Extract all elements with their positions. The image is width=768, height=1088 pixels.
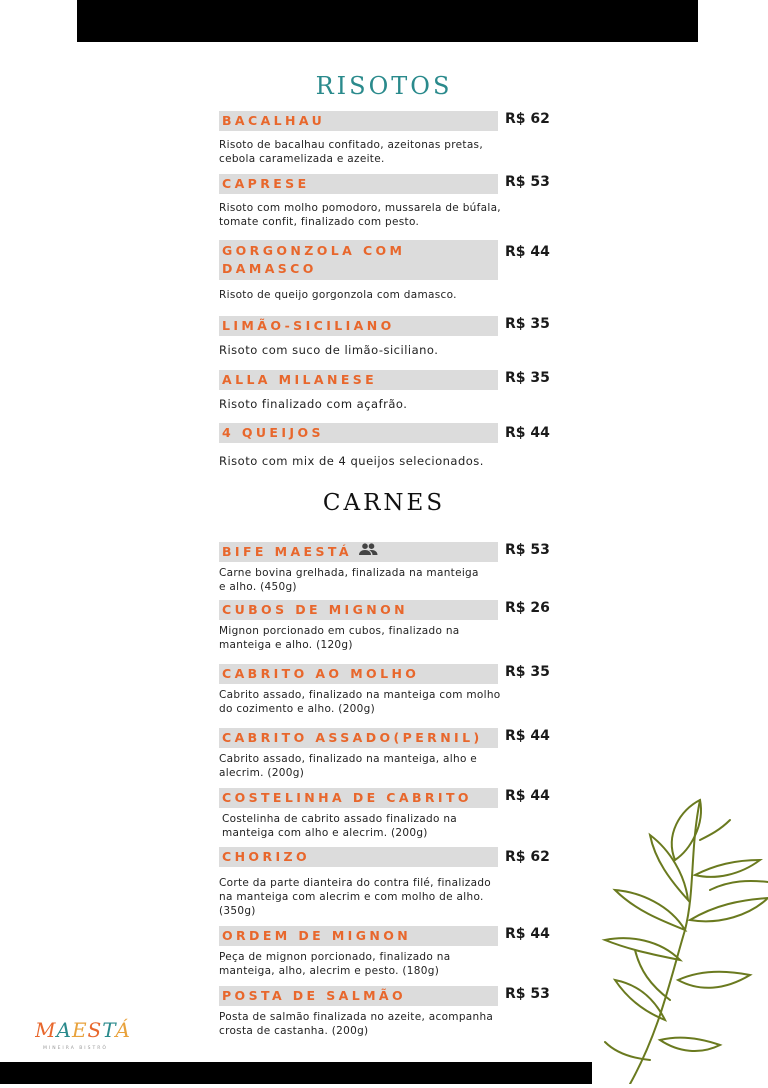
- menu-item-ordem-de-mignon: [219, 926, 549, 978]
- item-description: Risoto de bacalhau confitado, azeitonas pretas, cebola caramelizada e azeite.: [219, 139, 483, 165]
- leaf-illustration: [600, 780, 768, 1084]
- menu-item-alla-milanese: [219, 370, 549, 411]
- item-price: R$ 44: [505, 728, 550, 744]
- menu-item-posta-de-salmao: [219, 986, 549, 1038]
- item-description: Risoto com mix de 4 queijos selecionados.: [219, 454, 484, 468]
- menu-item-limao-siciliano: [219, 316, 549, 357]
- item-description: Risoto finalizado com açafrão.: [219, 397, 408, 411]
- menu-item-cabrito-ao-molho: [219, 664, 549, 716]
- item-description: Risoto com molho pomodoro, mussarela de búfala, tomate confit, finalizado com pesto.: [219, 202, 501, 228]
- item-description: Corte da parte dianteira do contra filé, finalizado na manteiga com alecrim e com molho de alho. (350g): [219, 877, 492, 917]
- svg-text:MINEIRA BISTRÔ: MINEIRA BISTRÔ: [43, 1046, 108, 1051]
- item-description: Mignon porcionado em cubos, finalizado na manteiga e alho. (120g): [219, 625, 460, 651]
- item-description: Cabrito assado, finalizado na manteiga com molho do cozimento e alho. (200g): [219, 689, 501, 715]
- item-description: Risoto com suco de limão-siciliano.: [219, 343, 439, 357]
- item-price: R$ 35: [505, 316, 550, 332]
- item-price: R$ 53: [505, 986, 550, 1002]
- people-icon: [358, 543, 378, 561]
- maesta-logo: [35, 1015, 155, 1055]
- section-title-carnes: CARNES: [322, 490, 446, 516]
- item-price: R$ 62: [505, 849, 550, 865]
- item-price: R$ 44: [505, 244, 550, 260]
- item-price: R$ 35: [505, 664, 550, 680]
- item-description: Carne bovina grelhada, finalizada na manteiga e alho. (450g): [219, 567, 479, 593]
- item-name: 4 QUEIJOS: [219, 423, 498, 443]
- item-price: R$ 44: [505, 926, 550, 942]
- item-name: GORGONZOLA COM DAMASCO: [219, 240, 498, 280]
- menu-item-cubos-de-mignon: [219, 600, 549, 652]
- menu-item-costelinha-de-cabrito: [219, 788, 549, 840]
- menu-item-gorgonzola: [219, 240, 549, 302]
- item-price: R$ 53: [505, 174, 550, 190]
- item-name: ALLA MILANESE: [219, 370, 498, 390]
- item-name: CABRITO AO MOLHO: [219, 664, 498, 684]
- menu-item-bife-maesta: [219, 542, 549, 594]
- item-name: LIMÃO-SICILIANO: [219, 316, 498, 336]
- item-name: POSTA DE SALMÃO: [219, 986, 498, 1006]
- menu-item-bacalhau: [219, 111, 549, 166]
- item-description: Costelinha de cabrito assado finalizado na manteiga com alho e alecrim. (200g): [222, 813, 458, 839]
- item-price: R$ 53: [505, 542, 550, 558]
- bottom-black-bar: [0, 1062, 592, 1084]
- menu-item-4-queijos: [219, 423, 549, 468]
- item-description: Cabrito assado, finalizado na manteiga, alho e alecrim. (200g): [219, 753, 478, 779]
- svg-text:MAESTÁ: MAESTÁ: [35, 1018, 131, 1042]
- item-name: CHORIZO: [219, 847, 498, 867]
- section-title-risotos: RISOTOS: [315, 72, 453, 100]
- item-description: Risoto de queijo gorgonzola com damasco.: [219, 289, 457, 301]
- item-name-row: [219, 542, 498, 562]
- item-name: CAPRESE: [219, 174, 498, 194]
- item-name: CABRITO ASSADO(PERNIL): [219, 728, 498, 748]
- item-name: CUBOS DE MIGNON: [219, 600, 498, 620]
- item-name: ORDEM DE MIGNON: [219, 926, 498, 946]
- item-description: Peça de mignon porcionado, finalizado na manteiga, alho, alecrim e pesto. (180g): [219, 951, 451, 977]
- item-name: BACALHAU: [219, 111, 498, 131]
- item-description: Posta de salmão finalizada no azeite, acompanha crosta de castanha. (200g): [219, 1011, 494, 1037]
- menu-item-caprese: [219, 174, 549, 229]
- item-price: R$ 26: [505, 600, 550, 616]
- item-price: R$ 35: [505, 370, 550, 386]
- item-price: R$ 44: [505, 788, 550, 804]
- top-black-bar: [77, 0, 698, 42]
- menu-item-cabrito-assado-pernil: [219, 728, 549, 780]
- item-price: R$ 44: [505, 425, 550, 441]
- menu-item-chorizo: [219, 847, 549, 918]
- item-name: BIFE MAESTÁ: [222, 544, 352, 559]
- item-price: R$ 62: [505, 111, 550, 127]
- item-name: COSTELINHA DE CABRITO: [219, 788, 498, 808]
